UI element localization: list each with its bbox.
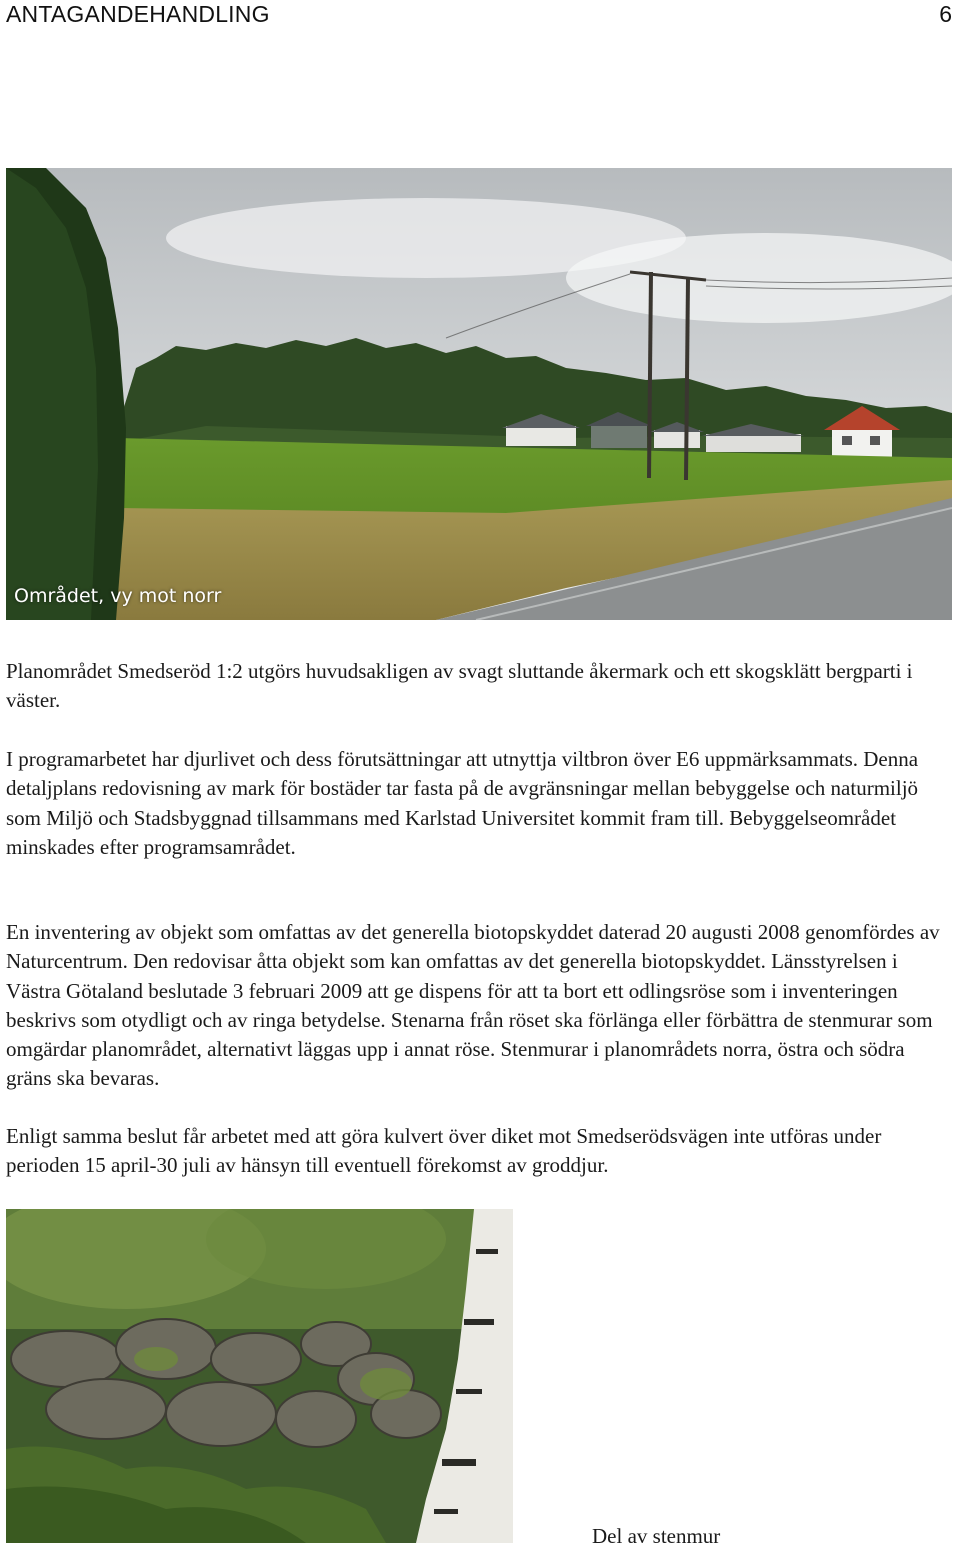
paragraph: Enligt samma beslut får arbetet med att göra kulvert över diket mot Smedserödsvägen inte utföras under perioden 15 april-30 juli av hänsyn till eventuell förekomst av groddjur. [6,1124,882,1178]
document-status-title: ANTAGANDEHANDLING [6,1,270,27]
page-header [6,0,952,30]
paragraph: I programarbetet har djurlivet och dess förutsättningar att utnyttja viltbron över E6 uppmärksammats. Denna detaljplans redovisning av mark för bostäder tar fasta på de avgränsningar mellan bebyggelse och naturmiljö som Miljö och Stadsbyggnad tillsammans med Karlstad Universitet kommit fram till. Bebyggelseområdet minskades efter programsamrådet. [6,747,919,859]
landscape-photo [6,168,952,620]
figure-caption: Del av stenmur [592,1524,721,1548]
photo-caption-overlay: Området, vy mot norr [14,585,222,607]
paragraph: Planområdet Smedseröd 1:2 utgörs huvudsakligen av svagt sluttande åkermark och ett skogsklätt bergparti i väster. [6,659,913,713]
stone-wall-photo [6,1209,513,1543]
paragraph: En inventering av objekt som omfattas av det generella biotopskyddet daterad 20 augusti 2008 genomfördes av Naturcentrum. Den redovisar åtta objekt som kan omfattas av det generella biotopskyddet. Länsstyrelsen i Västra Götaland beslutade 3 februari 2009 att ge dispens för att ta bort ett odlingsröse som i inventeringen beskrivs som otydligt och av ringa betydelse. Stenarna från röset ska förlänga eller förbättra de stenmurar som omgärdar planområdet, alternativt läggas upp i annat röse. Stenmurar i planområdets norra, östra och södra gräns ska bevaras. [6,920,940,1091]
page-number: 6 [939,1,952,27]
